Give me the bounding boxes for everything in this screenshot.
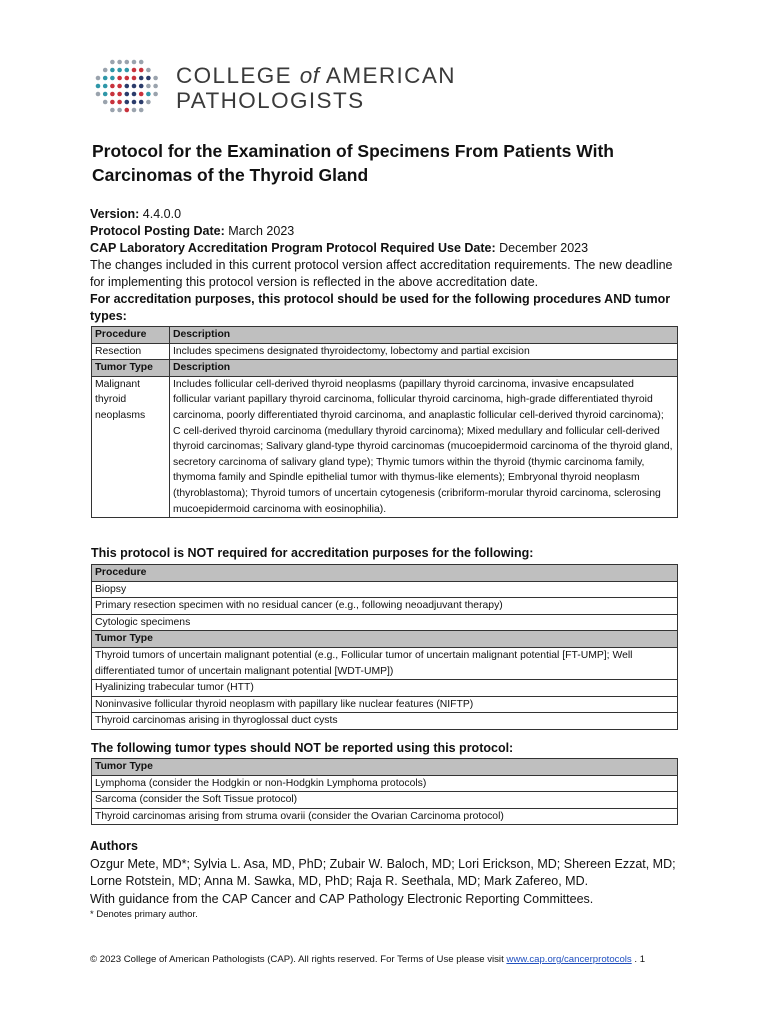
logo-dot [96, 92, 101, 97]
version-value: 4.4.0.0 [139, 207, 182, 221]
header-procedure: Procedure [92, 327, 170, 344]
logo-dot [117, 84, 122, 89]
logo-dot [132, 84, 137, 89]
logo-dot [96, 76, 101, 81]
logo-dot [125, 60, 130, 65]
authors-section [90, 838, 690, 922]
logo-dot [110, 60, 115, 65]
page-footer [90, 954, 690, 965]
logo-dot [117, 60, 122, 65]
logo-dot [117, 76, 122, 81]
logo-dot [153, 92, 158, 97]
table-row: Cytologic specimens [92, 614, 678, 631]
header-description: Description [170, 327, 678, 344]
logo-dot [132, 68, 137, 73]
logo-dot [146, 92, 151, 97]
header-procedure: Procedure [92, 565, 678, 582]
logo-dot [132, 76, 137, 81]
logo-dot [132, 100, 137, 105]
logo-dot [146, 100, 151, 105]
table-row: Thyroid carcinomas arising in thyroglossal duct cysts [92, 713, 678, 730]
logo-dot [103, 92, 108, 97]
logo-dot [110, 68, 115, 73]
logo-dot [146, 76, 151, 81]
not-required-table [91, 564, 678, 730]
logo-dot [146, 68, 151, 73]
primary-author-note: * Denotes primary author. [90, 909, 198, 920]
logo-dot [125, 68, 130, 73]
logo-dot [132, 108, 137, 113]
logo-dot [125, 100, 130, 105]
not-required-heading: This protocol is NOT required for accreditation purposes for the following: [91, 546, 534, 560]
authors-heading: Authors [90, 839, 138, 853]
authors-list: Ozgur Mete, MD*; Sylvia L. Asa, MD, PhD; Zubair W. Baloch, MD; Lori Erickson, MD; Shereen Ezzat, MD; Lorne Rotstein, MD; Anna M. Sawka, MD, PhD; Raja R. Seethala, MD; Mark Zafereo, MD. [90, 856, 676, 888]
version-label: Version: [90, 207, 140, 221]
logo-dot [103, 76, 108, 81]
page-number: . 1 [631, 954, 646, 965]
authors-guidance: With guidance from the CAP Cancer and CAP Pathology Electronic Reporting Committees. [90, 891, 594, 906]
logo-dot [110, 76, 115, 81]
logo-dot [103, 84, 108, 89]
logo-dot [117, 92, 122, 97]
cell-malignant-neoplasms: Malignant thyroid neoplasms [92, 376, 170, 517]
logo-dot [153, 84, 158, 89]
not-reported-table [91, 758, 678, 825]
accreditation-statement: For accreditation purposes, this protocol should be used for the following procedures AND tumor types: [90, 292, 671, 323]
logo-dot [139, 76, 144, 81]
table-row: Primary resection specimen with no residual cancer (e.g., following neoadjuvant therapy) [92, 598, 678, 615]
header-tumor-description: Description [170, 360, 678, 377]
logo-line1-b: AMERICAN [319, 63, 456, 88]
logo-dot [103, 68, 108, 73]
logo-dot [117, 100, 122, 105]
cap-logo [94, 57, 474, 115]
copyright-text: © 2023 College of American Pathologists (CAP). All rights reserved. For Terms of Use please visit [90, 954, 507, 965]
cell-malignant-desc: Includes follicular cell-derived thyroid neoplasms (papillary thyroid carcinoma, invasive encapsulated follicular variant papillary thyroid carcinoma, follicular thyroid carcinoma, high-grade differentiated thyroid carcinoma, poorly differentiated thyroid carcinoma, and anaplastic follicular cell-derived thyroid carcinoma); C cell-derived thyroid carcinoma (medullary thyroid carcinoma); Mixed medullary and follicular cell-derived thyroid carcinomas; Salivary gland-type thyroid carcinomas (mucoepidermoid carcinoma of the thyroid gland, secretory carcinoma of salivary gland type); Thymic tumors within the thyroid (thymic carcinoma family, thymoma family and Spindle epithelial tumor with thymus-like elements); Embryonal thyroid neoplasm (thyroblastoma); Thyroid tumors of uncertain cytogenesis (cribriform-morular thyroid carcinoma, sclerosing mucoepidermoid carcinoma with eosinophilia). [170, 376, 678, 517]
logo-wordmark [176, 63, 456, 113]
logo-dot [139, 84, 144, 89]
logo-dot [125, 76, 130, 81]
required-use-date-value: December 2023 [495, 241, 589, 255]
logo-dot [117, 108, 122, 113]
logo-dot [153, 76, 158, 81]
table-row: Noninvasive follicular thyroid neoplasm with papillary like nuclear features (NIFTP) [92, 696, 678, 713]
table-row: Thyroid carcinomas arising from struma ovarii (consider the Ovarian Carcinoma protocol) [92, 808, 678, 825]
logo-dot [96, 84, 101, 89]
header-tumor-type: Tumor Type [92, 759, 678, 776]
posting-date-label: Protocol Posting Date: [90, 224, 225, 238]
changes-note: The changes included in this current protocol version affect accreditation requirements. The new deadline for implementing this protocol version is reflected in the above accreditation date. [90, 258, 673, 289]
logo-dot [125, 108, 130, 113]
table-row: Lymphoma (consider the Hodgkin or non-Hodgkin Lymphoma protocols) [92, 775, 678, 792]
posting-date-value: March 2023 [224, 224, 295, 238]
logo-dot [146, 84, 151, 89]
logo-dot [125, 84, 130, 89]
cancer-protocols-link[interactable]: www.cap.org/cancerprotocols [506, 954, 632, 965]
logo-of: of [299, 63, 320, 88]
logo-dot [139, 68, 144, 73]
dots-logo-icon [94, 57, 160, 115]
protocol-meta [90, 206, 690, 325]
logo-dot [125, 92, 130, 97]
table-row: Hyalinizing trabecular tumor (HTT) [92, 680, 678, 697]
header-tumor-type: Tumor Type [92, 360, 170, 377]
table-row: Sarcoma (consider the Soft Tissue protocol) [92, 792, 678, 809]
logo-dot [132, 92, 137, 97]
logo-dot [110, 92, 115, 97]
header-tumor-type: Tumor Type [92, 631, 678, 648]
logo-dot [110, 84, 115, 89]
logo-dot [139, 108, 144, 113]
logo-line2: PATHOLOGISTS [176, 88, 365, 113]
logo-dot [117, 68, 122, 73]
logo-dot [139, 92, 144, 97]
logo-dot [132, 60, 137, 65]
page-title: Protocol for the Examination of Specimens From Patients With Carcinomas of the Thyroid Gland [92, 141, 614, 185]
procedures-table [91, 326, 678, 518]
logo-dot [139, 100, 144, 105]
logo-line1-a: COLLEGE [176, 63, 300, 88]
logo-dot [110, 100, 115, 105]
table-row: Thyroid tumors of uncertain malignant potential (e.g., Follicular tumor of uncertain malignant potential [FT-UMP]; Well differentiated tumor of uncertain malignant potential [WDT-UMP]) [92, 647, 678, 679]
not-reported-heading: The following tumor types should NOT be reported using this protocol: [91, 741, 514, 755]
logo-dot [139, 60, 144, 65]
cell-resection-desc: Includes specimens designated thyroidectomy, lobectomy and partial excision [170, 343, 678, 360]
required-use-date-label: CAP Laboratory Accreditation Program Protocol Required Use Date: [90, 241, 496, 255]
cell-resection: Resection [92, 343, 170, 360]
table-row: Biopsy [92, 581, 678, 598]
logo-dot [103, 100, 108, 105]
logo-dot [110, 108, 115, 113]
